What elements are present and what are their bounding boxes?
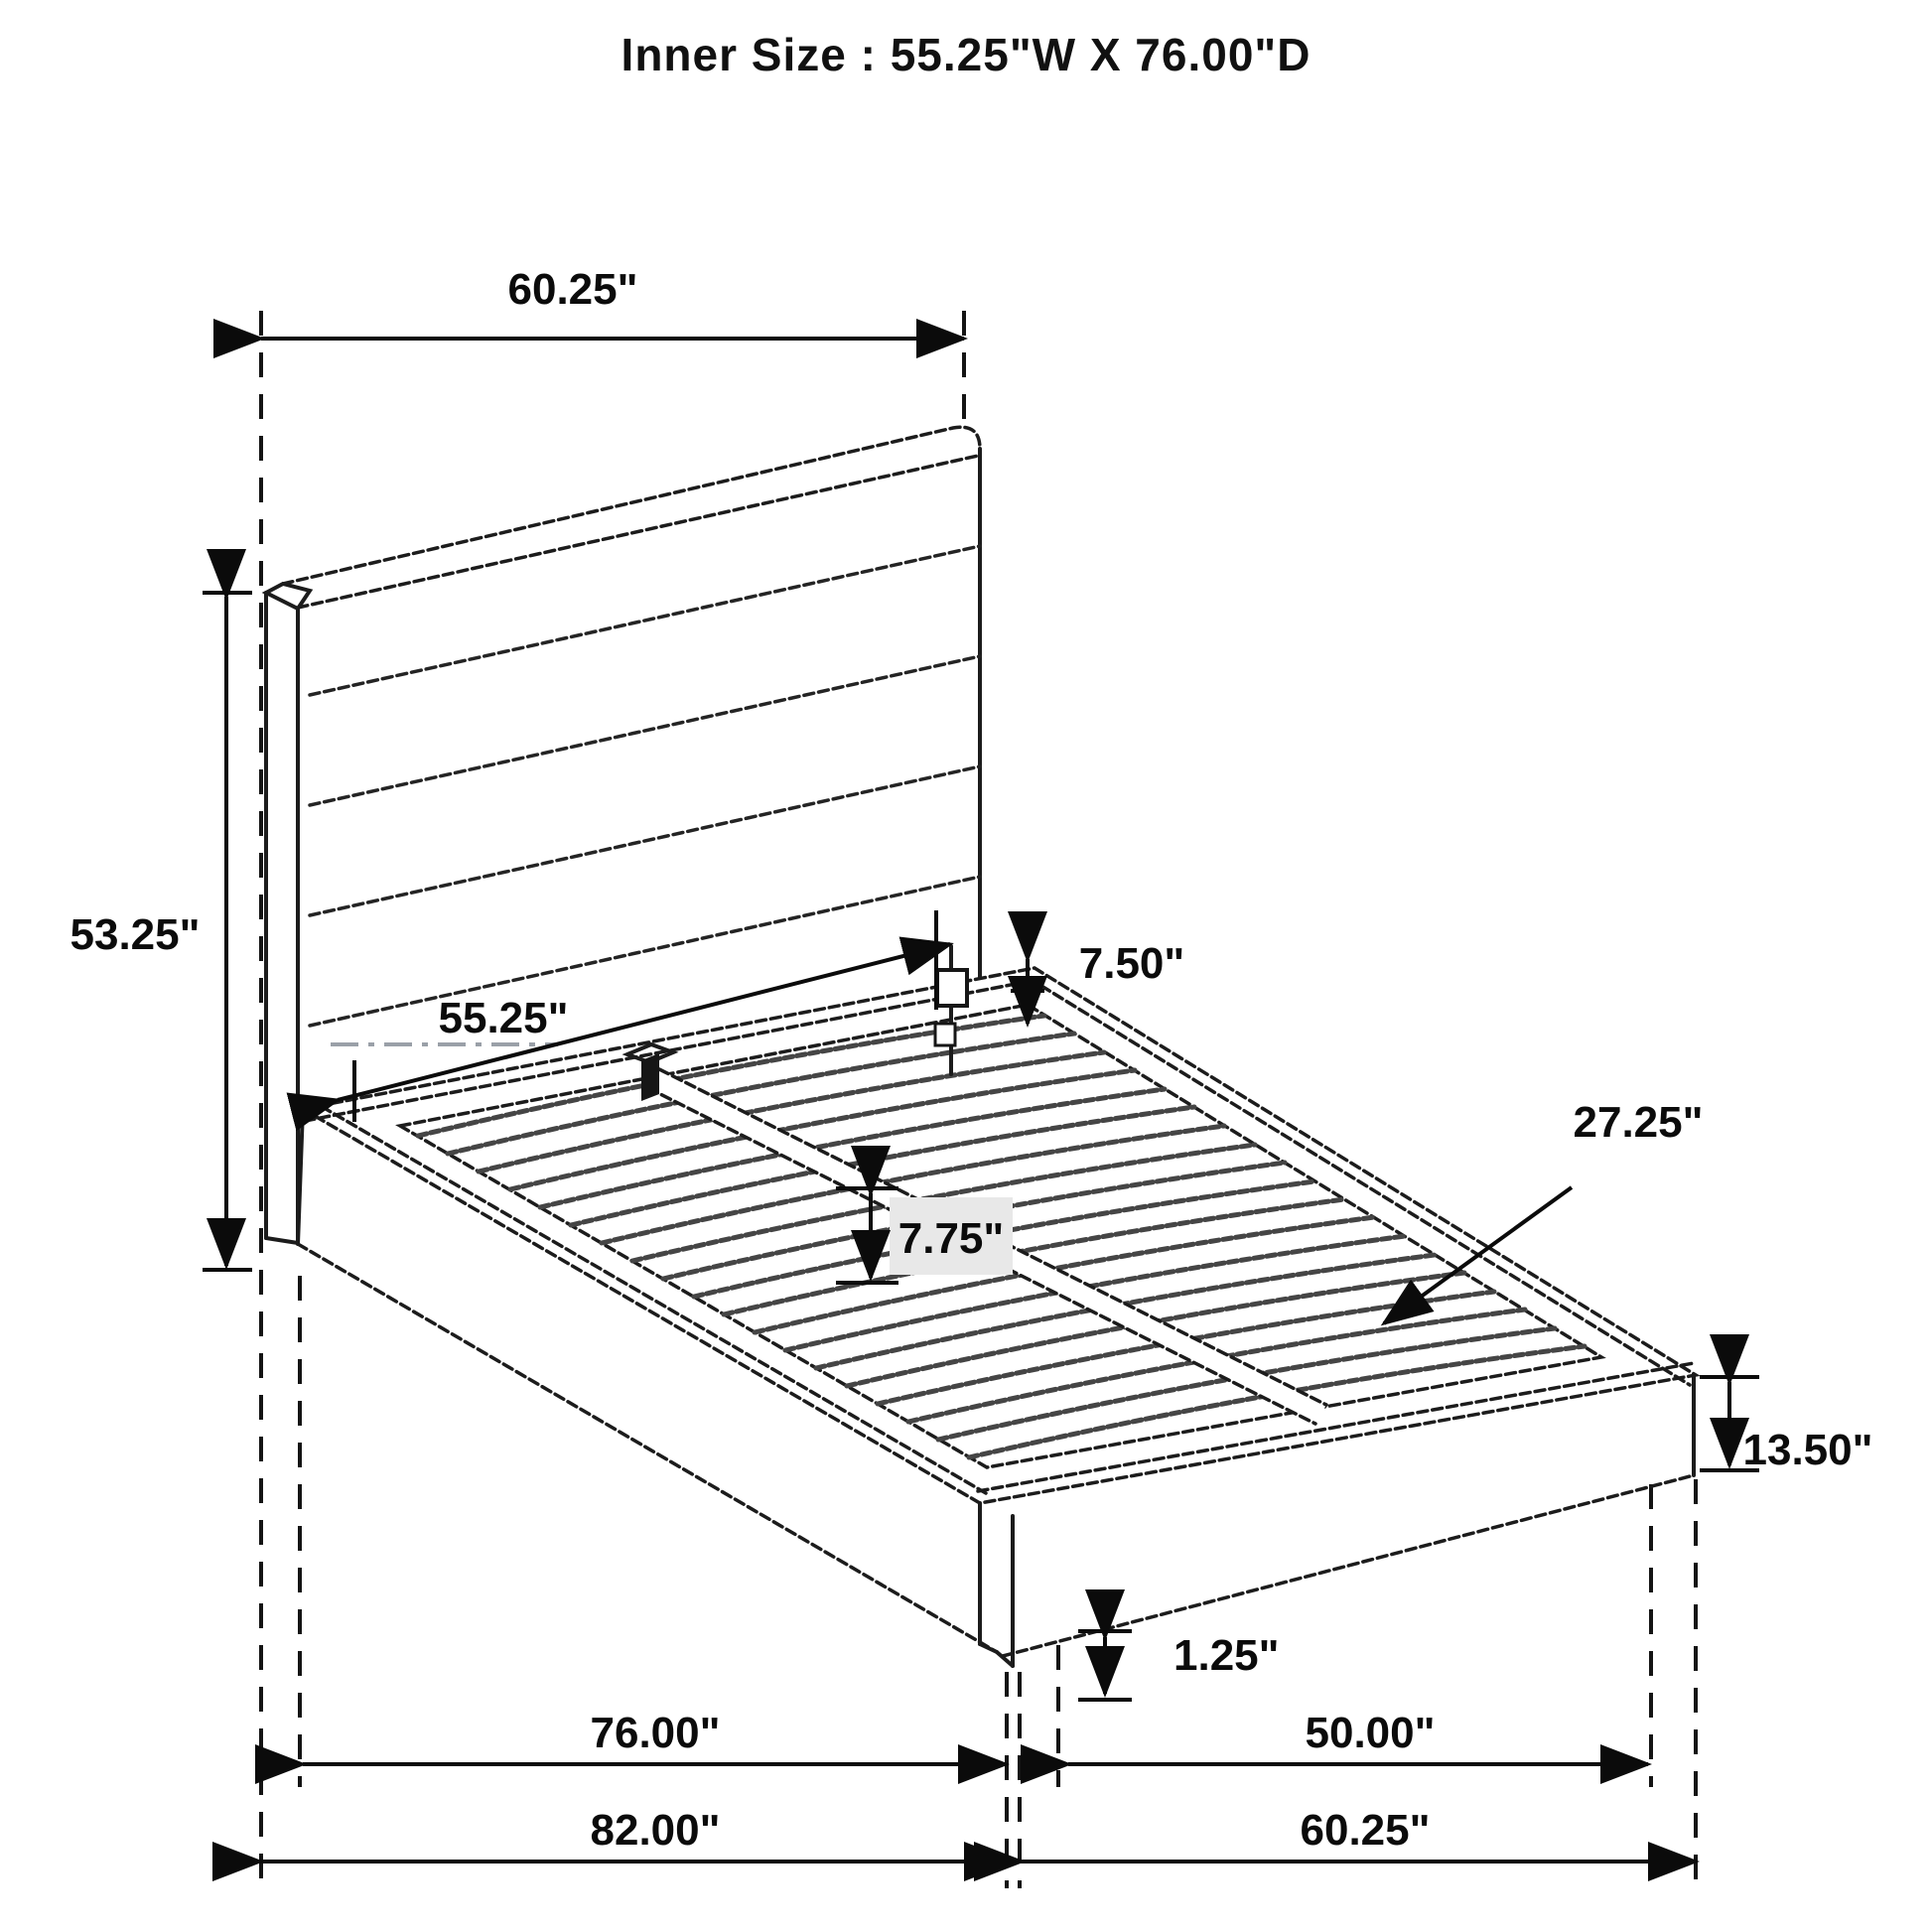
dim-inner-depth	[303, 1709, 1006, 1764]
dim-frame-side-height	[1700, 1377, 1872, 1474]
dim-label: 13.50"	[1742, 1426, 1873, 1474]
headboard-panel-line	[310, 656, 980, 805]
dim-label: 7.50"	[1078, 939, 1185, 988]
headboard-panel-line	[310, 546, 980, 695]
headboard	[266, 427, 980, 1243]
dim-label: 53.25"	[69, 910, 201, 959]
dim-label: 7.75"	[897, 1214, 1005, 1263]
dim-foot-inner-width	[1068, 1709, 1648, 1764]
dim-label: 60.25"	[507, 265, 638, 314]
dim-overall-depth	[260, 1806, 1012, 1862]
dim-label: 76.00"	[590, 1709, 721, 1757]
side-face-bottom-edge	[298, 1244, 997, 1652]
headboard-panel-line	[310, 766, 980, 915]
dim-label: 60.25"	[1300, 1806, 1431, 1855]
dim-label: 82.00"	[590, 1806, 721, 1855]
head-rail-bracket-small	[935, 1024, 955, 1045]
headboard-top-inner-edge	[298, 456, 978, 608]
center-rail	[627, 946, 1326, 1424]
page-title: Inner Size : 55.25"W X 76.00"D	[621, 29, 1311, 80]
foot-face-bottom-edge	[1003, 1475, 1694, 1656]
dim-headboard-height	[70, 593, 252, 1270]
dim-leg-height	[1078, 1631, 1280, 1700]
dim-headboard-width	[261, 265, 964, 339]
dim-overall-width	[1022, 1806, 1696, 1862]
dim-label: 55.25"	[438, 994, 569, 1042]
headboard-post-bottom	[266, 1238, 298, 1243]
dim-label: 1.25"	[1173, 1631, 1280, 1680]
dim-label: 27.25"	[1573, 1098, 1704, 1147]
center-rail-head-bracket	[641, 1053, 659, 1101]
leader-arrow	[1384, 1187, 1572, 1323]
headboard-panel-line	[310, 877, 980, 1026]
dim-label: 50.00"	[1305, 1709, 1436, 1757]
head-rail-bracket	[937, 970, 967, 1006]
headboard-top-outer-edge	[283, 427, 980, 584]
